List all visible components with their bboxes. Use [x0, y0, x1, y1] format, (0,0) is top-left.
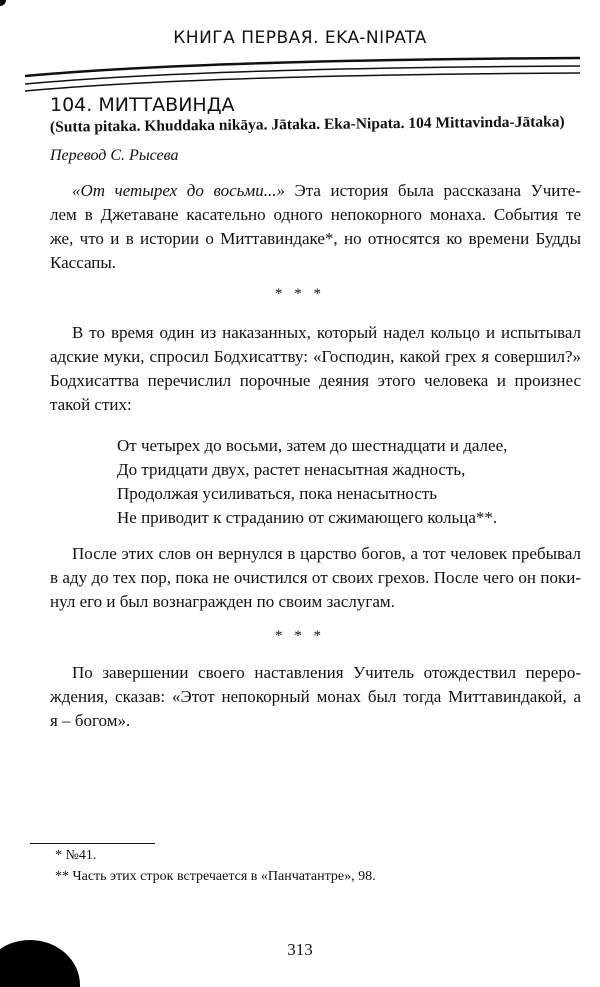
paragraph-line: нул его и был вознагражден по своим заслугам.: [50, 592, 395, 611]
text: Эта история была рассказана Учите-: [284, 181, 581, 200]
footnote-divider: [30, 843, 155, 844]
section-separator: * * *: [275, 628, 325, 644]
verse-line: До тридцати двух, растет ненасытная жадность,: [117, 460, 466, 479]
paragraph-line: я – богом».: [50, 711, 131, 730]
paragraph-line: [72, 180, 581, 202]
footnote: * №41.: [55, 848, 97, 863]
paragraph-line: По завершении своего наставления Учитель отождествил переро-: [72, 663, 581, 682]
verse-line: Не приводит к страданию от сжимающего кольца**.: [117, 508, 498, 527]
paragraph-line: В то время один из наказанных, который надел кольцо и испытывал: [72, 323, 581, 342]
chapter-title: 104. МИТТАВИНДА: [50, 94, 235, 116]
footnote: ** Часть этих строк встречается в «Панчатантре», 98.: [55, 869, 376, 884]
paragraph-line: Бодхисаттва перечислил порочные деяния этого человека и произнес: [50, 371, 581, 390]
section-separator: * * *: [275, 286, 325, 302]
verse-line: От четырех до восьми, затем до шестнадцати и далее,: [117, 436, 508, 455]
paragraph-line: ждения, сказав: «Этот непокорный монах был тогда Миттавиндакой, а: [50, 687, 581, 706]
paragraph-line: Кассапы.: [50, 253, 117, 272]
translator-credit: Перевод С. Рысева: [50, 147, 179, 164]
page-number: 313: [287, 940, 313, 959]
paragraph-line: такой стих:: [50, 395, 132, 414]
quote-lead: «От четырех до восьми...»: [72, 181, 285, 200]
paragraph-line: адские муки, спросил Бодхисаттву: «Господин, какой грех я совершил?»: [50, 347, 581, 366]
paragraph-line: же, что и в истории о Миттавиндаке*, но относятся ко времени Будды: [50, 229, 581, 248]
running-header: КНИГА ПЕРВАЯ. EKA-NIPATA: [173, 28, 427, 48]
chapter-subtitle: (Sutta pitaka. Khuddaka nikāya. Jātaka. Eka-Nipata. 104 Mittavinda-Jātaka): [49, 113, 565, 136]
paragraph-line: в аду до тех пор, пока не очистился от своих грехов. После чего он поки-: [50, 568, 581, 587]
paragraph-line: После этих слов он вернулся в царство богов, а тот человек пребывал: [72, 544, 581, 563]
paragraph-line: лем в Джетаване касательно одного непокорного монаха. События те: [50, 205, 581, 224]
verse-line: Продолжая усиливаться, пока ненасытность: [117, 484, 438, 503]
